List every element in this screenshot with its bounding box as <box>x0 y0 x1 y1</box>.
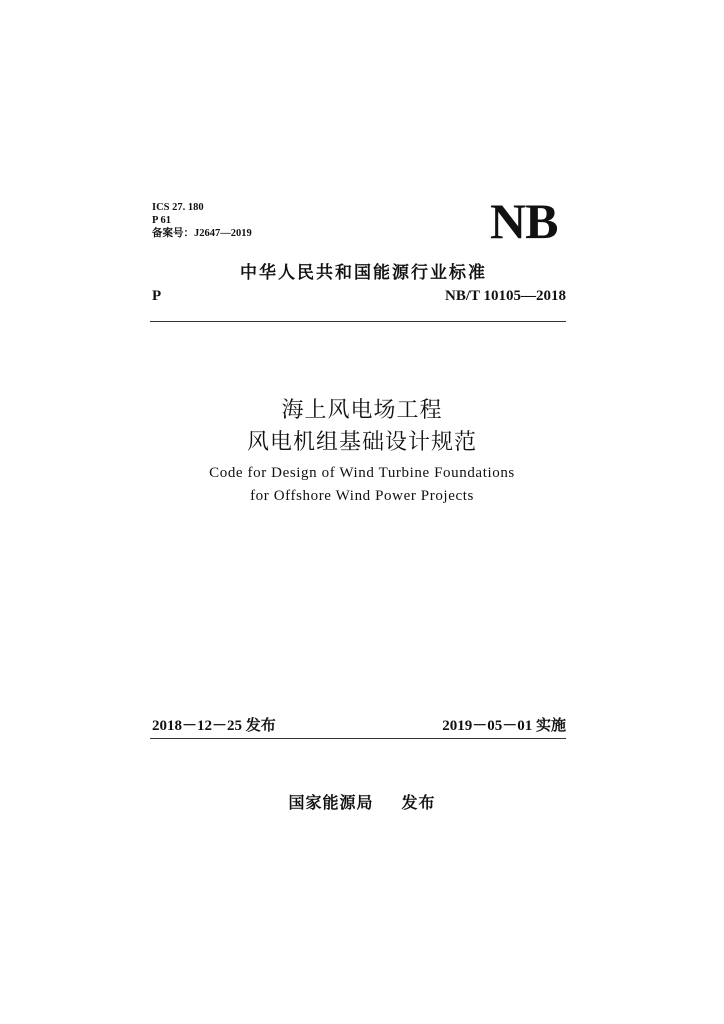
bottom-divider <box>150 738 566 739</box>
ics-code: ICS 27. 180 <box>152 202 204 213</box>
implementation-date: 2019－05－01 实施 <box>442 718 566 734</box>
standard-number: NB/T 10105—2018 <box>445 288 566 304</box>
issuer-action: 发布 <box>401 793 436 812</box>
filing-number: 备案号：J2647—2019 <box>152 228 252 239</box>
issue-date: 2018－12－25 发布 <box>152 718 276 734</box>
class-code: P <box>152 288 162 304</box>
issuer-org: 国家能源局 <box>288 793 374 812</box>
title-cn-line2: 风电机组基础设计规范 <box>246 430 477 455</box>
standard-category: 中华人民共和国能源行业标准 <box>240 263 487 283</box>
nb-logo: NB <box>490 193 558 249</box>
ccs-code: P 61 <box>152 215 171 226</box>
title-en-line2: for Offshore Wind Power Projects <box>250 488 474 504</box>
title-en-line1: Code for Design of Wind Turbine Foundations <box>209 465 515 481</box>
title-cn-line1: 海上风电场工程 <box>281 398 443 423</box>
top-divider <box>150 321 566 322</box>
classification-block <box>152 201 252 240</box>
issuer-line <box>0 790 724 813</box>
